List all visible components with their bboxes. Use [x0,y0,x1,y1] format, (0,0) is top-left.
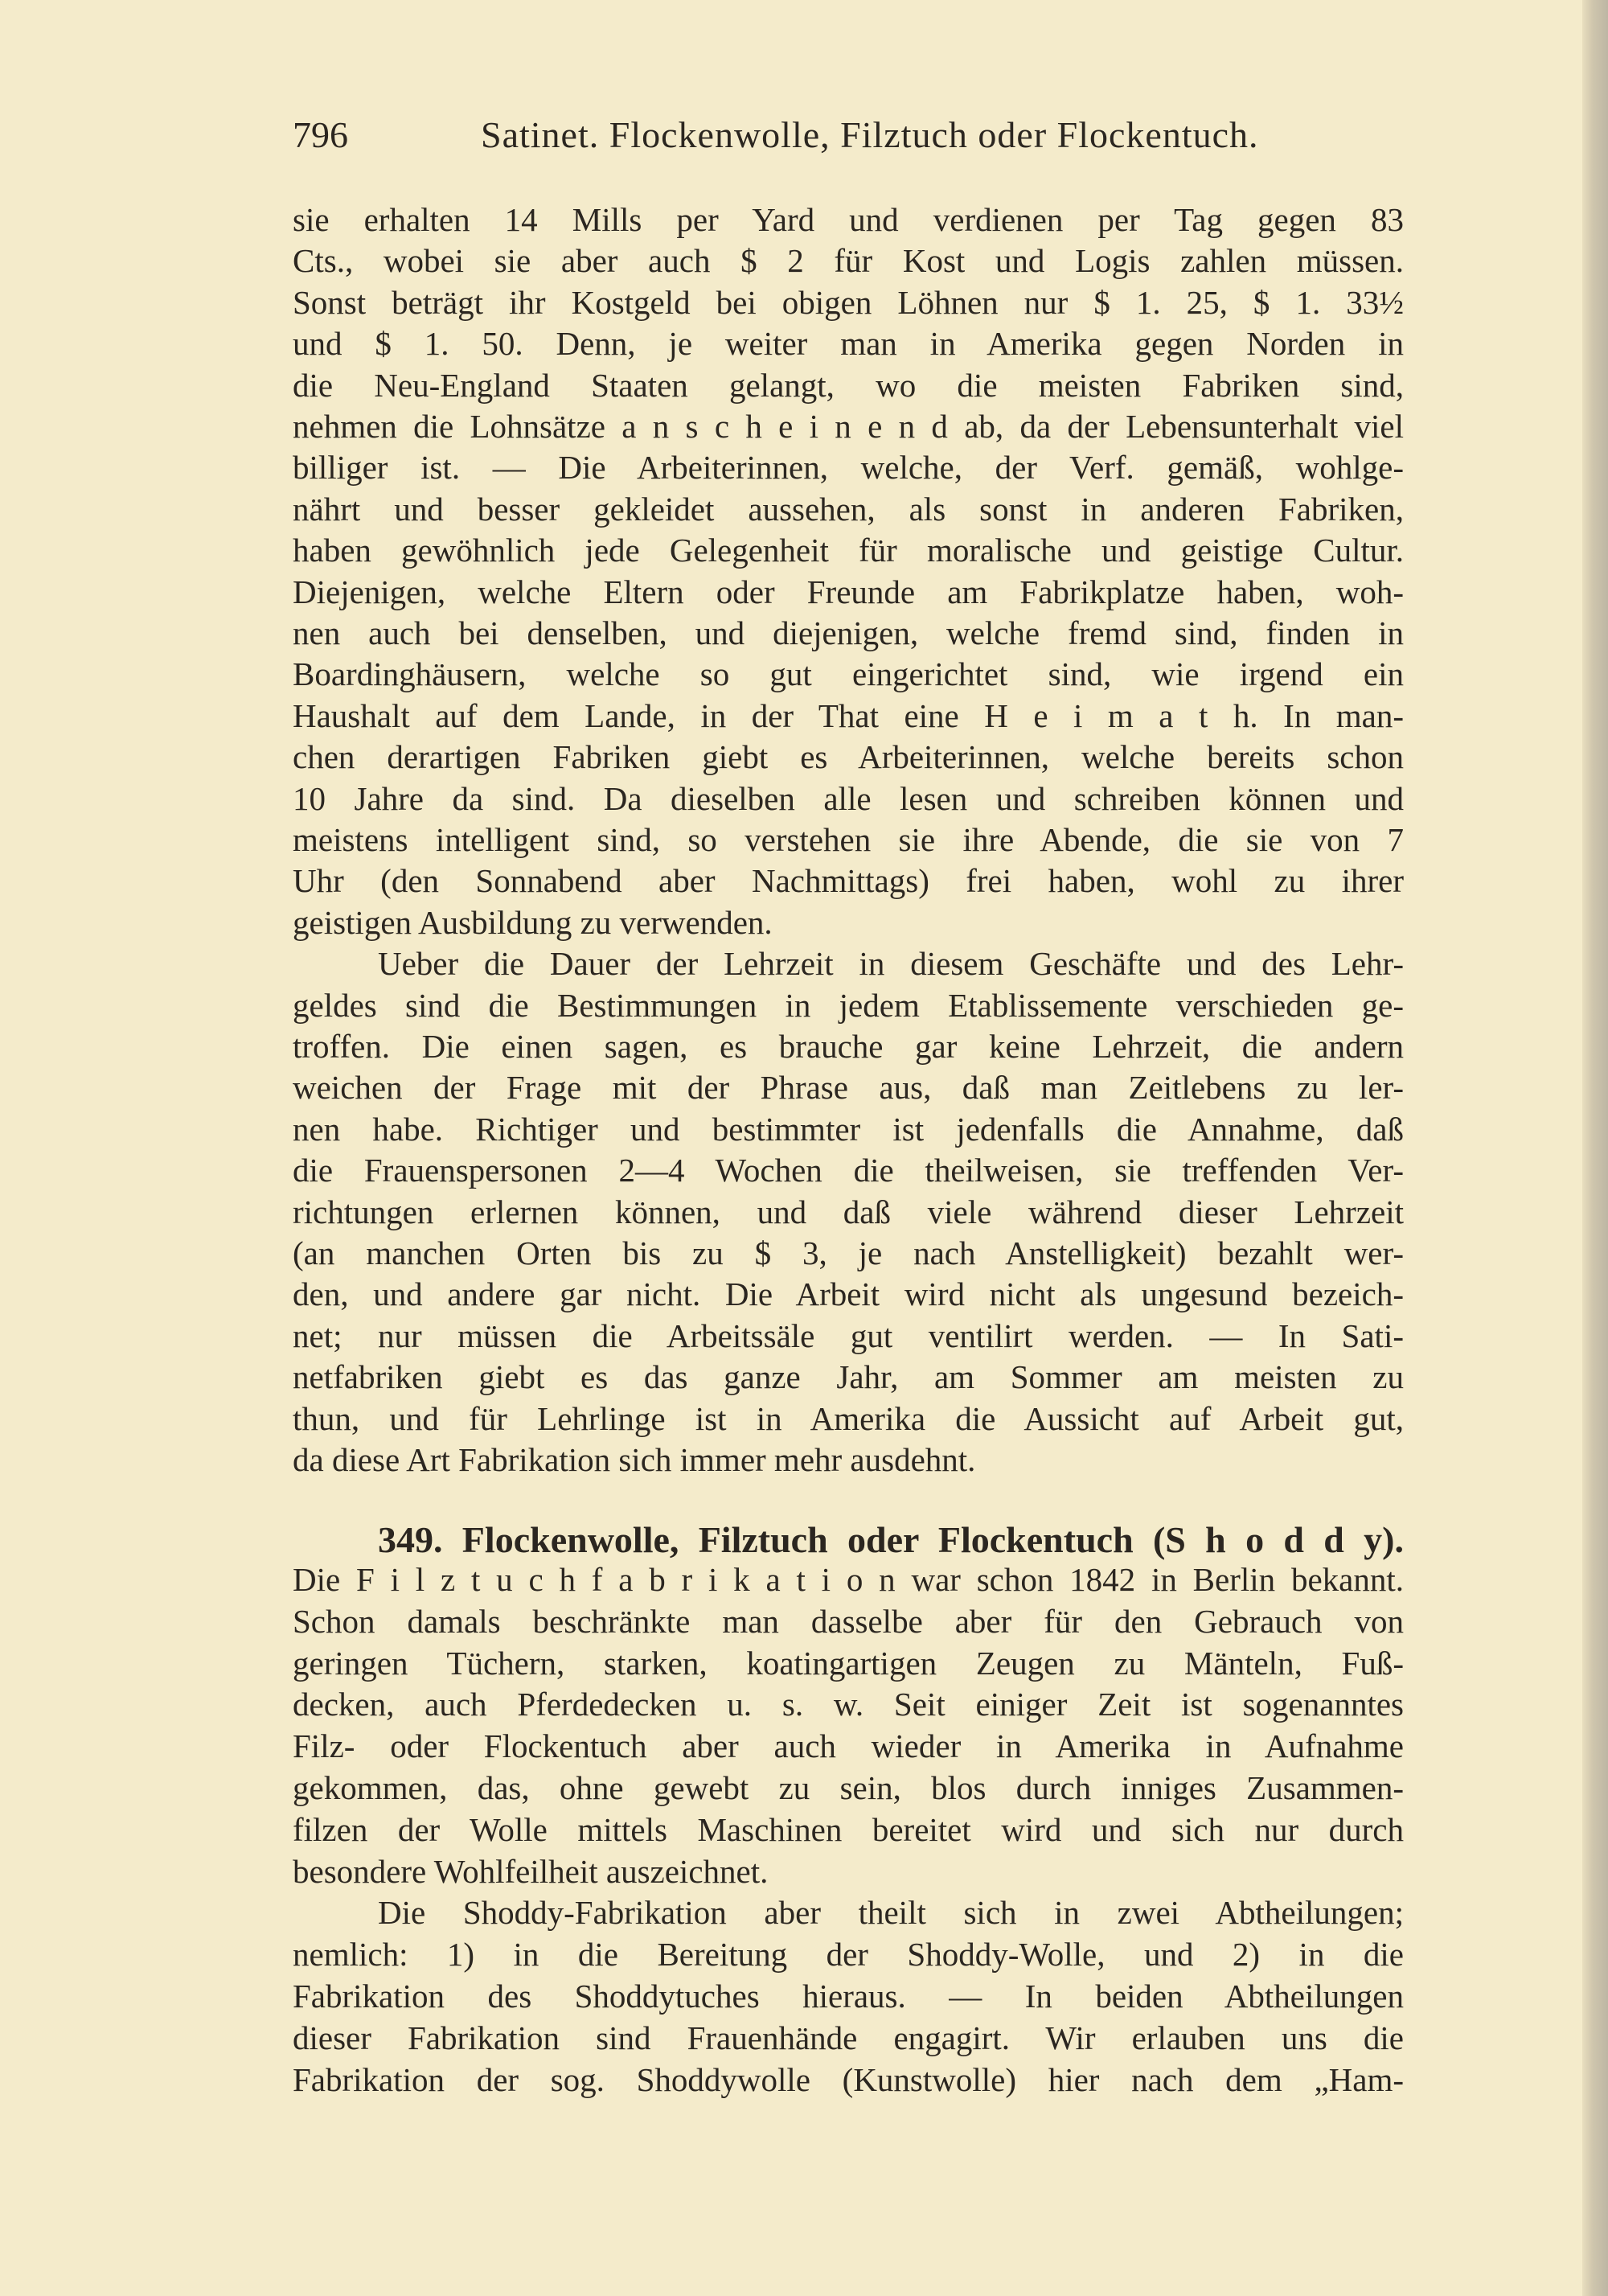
text-line: sie erhalten 14 Mills per Yard und verdienen per Tag gegen 83 [293,201,1404,238]
text-line: haben gewöhnlich jede Gelegenheit für moralische und geistige Cultur. [293,532,1404,569]
section-heading-349: 349. Flockenwolle, Filztuch oder Flockentuch (S h o d d y). [378,1519,1404,1560]
text-line: Die Shoddy-Fabrikation aber theilt sich in zwei Abtheilungen; [378,1894,1404,1932]
text-line: Filz- oder Flockentuch aber auch wieder in Amerika in Aufnahme [293,1727,1404,1765]
text-line: nehmen die Lohnsätze a n s c h e i n e n d ab, da der Lebensunterhalt viel [293,408,1404,445]
text-line: den, und andere gar nicht. Die Arbeit wird nicht als ungesund bezeich- [293,1275,1404,1313]
text-line: da diese Art Fabrikation sich immer mehr ausdehnt. [293,1441,976,1478]
text-line: Diejenigen, welche Eltern oder Freunde am Fabrikplatze haben, woh- [293,573,1404,610]
text-line: troffen. Die einen sagen, es brauche gar keine Lehrzeit, die andern [293,1028,1404,1065]
text-line: chen derartigen Fabriken giebt es Arbeiterinnen, welche bereits schon [293,738,1404,776]
text-line: Haushalt auf dem Lande, in der That eine H e i m a t h. In man- [293,696,1404,734]
text-line: richtungen erlernen können, und daß viele während dieser Lehrzeit [293,1193,1404,1230]
text-line: net; nur müssen die Arbeitssäle gut ventilirt werden. — In Sati- [293,1316,1404,1354]
text-line: meistens intelligent sind, so verstehen sie ihre Abende, die sie von 7 [293,821,1404,858]
text-line: geldes sind die Bestimmungen in jedem Etablissemente verschieden ge- [293,986,1404,1024]
text-line: (an manchen Orten bis zu $ 3, je nach Anstelligkeit) bezahlt wer- [293,1234,1404,1271]
text-line: nemlich: 1) in die Bereitung der Shoddy-Wolle, und 2) in die [293,1936,1404,1974]
text-line: Ueber die Dauer der Lehrzeit in diesem Geschäfte und des Lehr- [378,945,1404,983]
text-line: nen auch bei denselben, und diejenigen, welche fremd sind, finden in [293,614,1404,651]
text-line: billiger ist. — Die Arbeiterinnen, welche, der Verf. gemäß, wohlge- [293,449,1404,487]
text-line: geistigen Ausbildung zu verwenden. [293,903,773,941]
text-line: geringen Tüchern, starken, koatingartigen Zeugen zu Mänteln, Fuß- [293,1644,1404,1682]
text-line: die Frauenspersonen 2—4 Wochen die theilweisen, sie treffenden Ver- [293,1152,1404,1189]
book-binding-edge [1582,0,1608,2296]
running-title: Satinet. Flockenwolle, Filztuch oder Flockentuch. [481,114,1259,155]
text-line: Sonst beträgt ihr Kostgeld bei obigen Löhnen nur $ 1. 25, $ 1. 33½ [293,283,1404,321]
text-line: thun, und für Lehrlinge ist in Amerika die Aussicht auf Arbeit gut, [293,1399,1404,1437]
text-line: gekommen, das, ohne gewebt zu sein, blos durch inniges Zusammen- [293,1769,1404,1806]
text-line: Uhr (den Sonnabend aber Nachmittags) frei haben, wohl zu ihrer [293,862,1404,900]
text-line: decken, auch Pferdedecken u. s. w. Seit einiger Zeit ist sogenanntes [293,1686,1404,1723]
text-line: filzen der Wolle mittels Maschinen bereitet wird und sich nur durch [293,1810,1404,1848]
text-line: und $ 1. 50. Denn, je weiter man in Amerika gegen Norden in [293,325,1404,363]
text-line: Cts., wobei sie aber auch $ 2 für Kost und Logis zahlen müssen. [293,242,1404,280]
text-line: Schon damals beschränkte man dasselbe aber für den Gebrauch von [293,1602,1404,1640]
text-line: Fabrikation der sog. Shoddywolle (Kunstwolle) hier nach dem „Ham- [293,2060,1404,2098]
text-line: dieser Fabrikation sind Frauenhände engagirt. Wir erlauben uns die [293,2019,1404,2056]
page-number: 796 [293,114,348,155]
text-line: weichen der Frage mit der Phrase aus, daß man Zeitlebens zu ler- [293,1069,1404,1107]
text-line: die Neu-England Staaten gelangt, wo die meisten Fabriken sind, [293,366,1404,404]
text-line: Boardinghäusern, welche so gut eingerichtet sind, wie irgend ein [293,655,1404,693]
text-line: Fabrikation des Shoddytuches hieraus. — In beiden Abtheilungen [293,1978,1404,2015]
text-line: 10 Jahre da sind. Da dieselben alle lesen und schreiben können und [293,779,1404,817]
text-line: nen habe. Richtiger und bestimmter ist jedenfalls die Annahme, daß [293,1110,1404,1148]
text-line: netfabriken giebt es das ganze Jahr, am Sommer am meisten zu [293,1358,1404,1396]
text-line: nährt und besser gekleidet aussehen, als sonst in anderen Fabriken, [293,490,1404,528]
text-line: Die F i l z t u c h f a b r i k a t i o n war schon 1842 in Berlin bekannt. [293,1561,1404,1598]
text-line: besondere Wohlfeilheit auszeichnet. [293,1852,769,1890]
